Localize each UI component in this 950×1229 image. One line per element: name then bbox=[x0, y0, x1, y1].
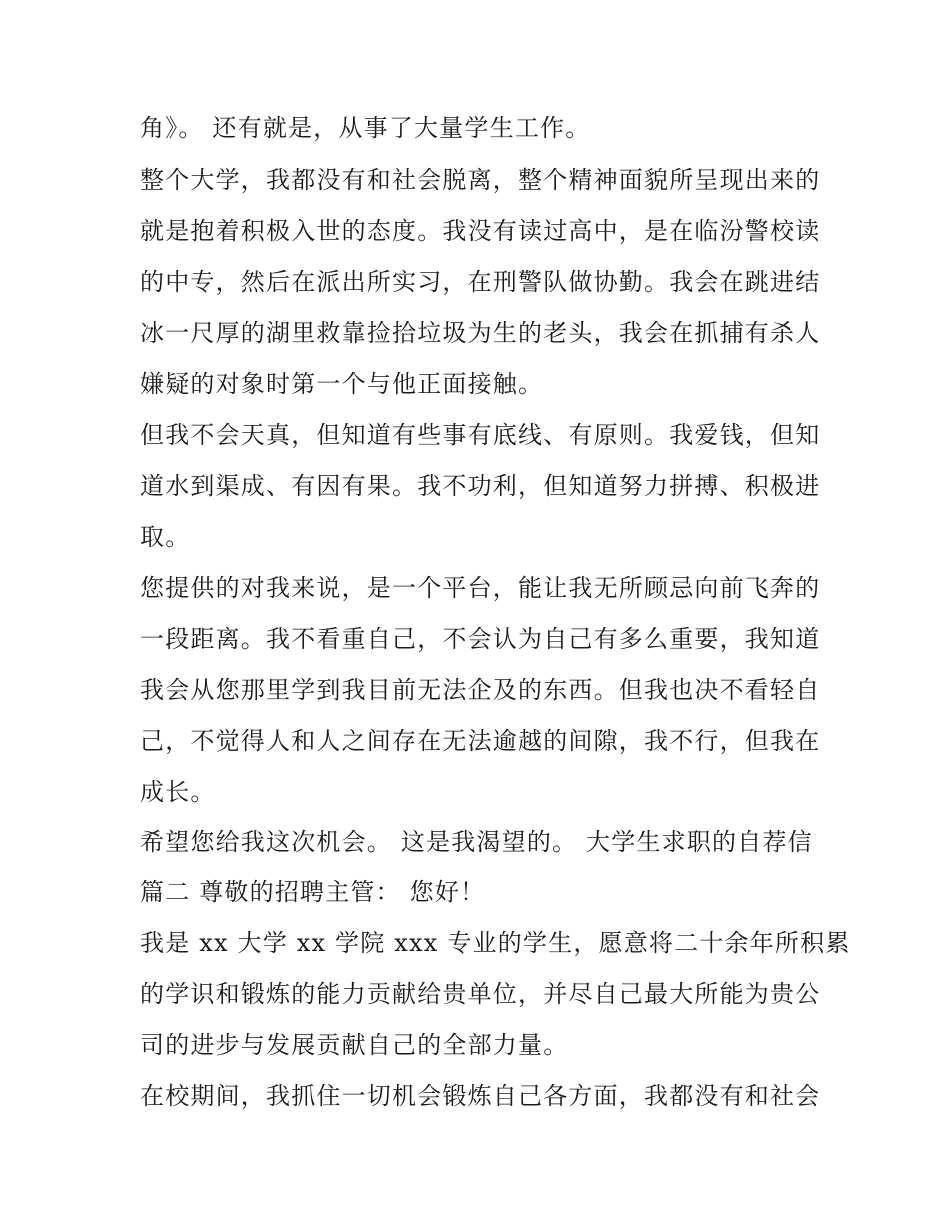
text-line: 的中专，然后在派出所实习，在刑警队做协勤。我会在跳进结 bbox=[140, 268, 821, 296]
text-line: 成长。 bbox=[140, 778, 216, 806]
text-line: 角》。 还有就是，从事了大量学生工作。 bbox=[140, 114, 591, 142]
text-line: 司的进步与发展贡献自己的全部力量。 bbox=[140, 1031, 569, 1059]
text-line: 您提供的对我来说，是一个平台，能让我无所顾忌向前飞奔的 bbox=[140, 574, 821, 602]
text-line: 我是 xx 大学 xx 学院 xxx 专业的学生，愿意将二十余年所积累 bbox=[140, 929, 851, 957]
text-line: 己，不觉得人和人之间存在无法逾越的间隙，我不行，但我在 bbox=[140, 727, 821, 755]
text-line: 道水到渠成、有因有果。我不功利，但知道努力拼搏、积极进 bbox=[140, 472, 821, 500]
text-line: 一段距离。我不看重自己，不会认为自己有多么重要，我知道 bbox=[140, 625, 821, 653]
text-line: 在校期间，我抓住一切机会锻炼自己各方面，我都没有和社会 bbox=[140, 1082, 821, 1110]
text-line: 冰一尺厚的湖里救靠捡拾垃圾为生的老头，我会在抓捕有杀人 bbox=[140, 319, 821, 347]
text-line: 的学识和锻炼的能力贡献给贵单位，并尽自己最大所能为贵公 bbox=[140, 980, 821, 1008]
text-line: 嫌疑的对象时第一个与他正面接触。 bbox=[140, 370, 544, 398]
text-line: 我会从您那里学到我目前无法企及的东西。但我也决不看轻自 bbox=[140, 676, 821, 704]
text-line: 整个大学，我都没有和社会脱离，整个精神面貌所呈现出来的 bbox=[140, 166, 821, 194]
text-line: 就是抱着积极入世的态度。我没有读过高中，是在临汾警校读 bbox=[140, 217, 821, 245]
text-line: 希望您给我这次机会。 这是我渴望的。 大学生求职的自荐信 bbox=[140, 828, 813, 856]
text-line: 篇二 尊敬的招聘主管： 您好！ bbox=[140, 878, 486, 906]
text-line: 但我不会天真，但知道有些事有底线、有原则。我爱钱，但知 bbox=[140, 421, 821, 449]
text-line: 取。 bbox=[140, 523, 191, 551]
